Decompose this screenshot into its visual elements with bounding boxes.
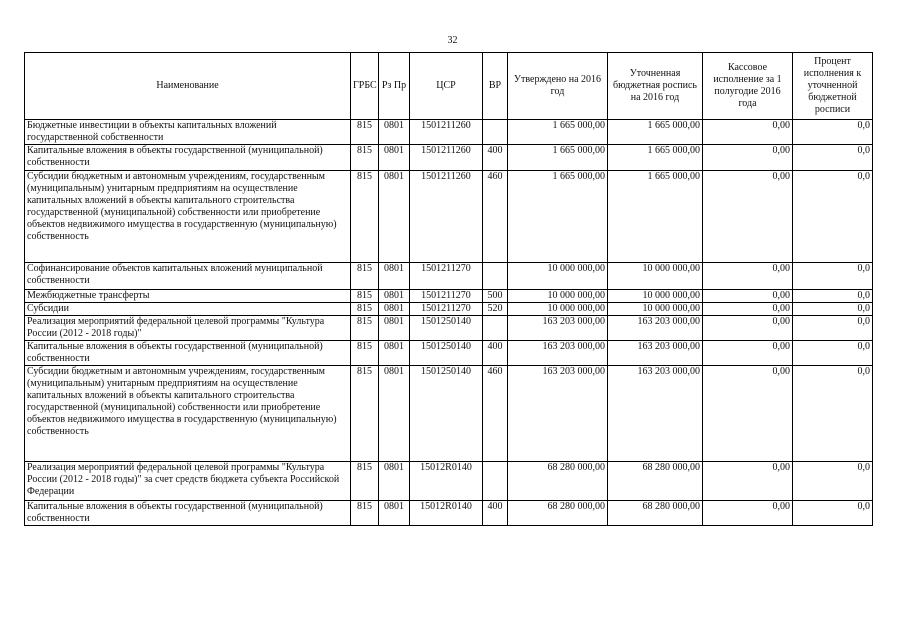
row-approved: 10 000 000,00 (508, 290, 608, 303)
row-csr: 1501250140 (410, 366, 483, 462)
row-percent: 0,0 (793, 145, 873, 171)
row-approved: 68 280 000,00 (508, 501, 608, 526)
row-approved: 10 000 000,00 (508, 263, 608, 290)
row-revised: 68 280 000,00 (608, 501, 703, 526)
row-revised: 1 665 000,00 (608, 120, 703, 145)
row-approved: 163 203 000,00 (508, 366, 608, 462)
row-approved: 68 280 000,00 (508, 462, 608, 501)
row-approved: 1 665 000,00 (508, 145, 608, 171)
row-vr (483, 316, 508, 341)
header-vr: ВР (483, 53, 508, 120)
row-csr: 1501211270 (410, 263, 483, 290)
row-grbs: 815 (351, 263, 379, 290)
table-row (25, 462, 873, 501)
table-row (25, 316, 873, 341)
row-percent: 0,0 (793, 341, 873, 366)
row-revised: 10 000 000,00 (608, 263, 703, 290)
row-grbs: 815 (351, 501, 379, 526)
row-vr: 460 (483, 366, 508, 462)
row-cash: 0,00 (703, 145, 793, 171)
row-cash: 0,00 (703, 263, 793, 290)
row-vr: 400 (483, 501, 508, 526)
table-row (25, 120, 873, 145)
row-percent: 0,0 (793, 462, 873, 501)
row-grbs: 815 (351, 120, 379, 145)
row-cash: 0,00 (703, 171, 793, 263)
table-row (25, 341, 873, 366)
row-grbs: 815 (351, 171, 379, 263)
row-grbs: 815 (351, 303, 379, 316)
row-csr: 1501211260 (410, 145, 483, 171)
row-csr: 1501250140 (410, 341, 483, 366)
row-name: Бюджетные инвестиции в объекты капитальных вложений государственной собственности (25, 120, 351, 145)
row-vr: 520 (483, 303, 508, 316)
row-revised: 10 000 000,00 (608, 303, 703, 316)
row-name: Реализация мероприятий федеральной целевой программы "Культура России (2012 - 2018 годы)" (25, 316, 351, 341)
header-revised: Уточненная бюджетная роспись на 2016 год (608, 53, 703, 120)
row-revised: 163 203 000,00 (608, 366, 703, 462)
table-row (25, 145, 873, 171)
table-header-row (25, 53, 873, 120)
row-rzpr: 0801 (379, 171, 410, 263)
header-rzpr: Рз Пр (379, 53, 410, 120)
page-number: 32 (447, 35, 458, 46)
row-rzpr: 0801 (379, 303, 410, 316)
row-revised: 10 000 000,00 (608, 290, 703, 303)
row-grbs: 815 (351, 366, 379, 462)
row-rzpr: 0801 (379, 290, 410, 303)
row-vr (483, 263, 508, 290)
row-name: Капитальные вложения в объекты государственной (муниципальной) собственности (25, 501, 351, 526)
row-csr: 1501211270 (410, 303, 483, 316)
row-revised: 163 203 000,00 (608, 341, 703, 366)
row-vr: 400 (483, 145, 508, 171)
header-percent: Процент исполнения к уточненной бюджетной росписи (793, 53, 873, 120)
row-vr: 500 (483, 290, 508, 303)
row-rzpr: 0801 (379, 145, 410, 171)
row-name: Субсидии бюджетным и автономным учреждениям, государственным (муниципальным) унитарным предприятиям на осуществление капитальных вложений в объекты капитального строительства государственной (муниципальной) собственности или приобретение объектов недвижимого имущества в государственную (муниципальную) собственность (25, 171, 351, 263)
header-cash: Кассовое исполнение за 1 полугодие 2016 года (703, 53, 793, 120)
row-csr: 1501211260 (410, 120, 483, 145)
row-grbs: 815 (351, 290, 379, 303)
row-revised: 163 203 000,00 (608, 316, 703, 341)
row-csr: 15012R0140 (410, 501, 483, 526)
row-grbs: 815 (351, 316, 379, 341)
row-rzpr: 0801 (379, 366, 410, 462)
row-percent: 0,0 (793, 366, 873, 462)
row-csr: 1501250140 (410, 316, 483, 341)
row-csr: 1501211260 (410, 171, 483, 263)
table-row (25, 501, 873, 526)
row-rzpr: 0801 (379, 341, 410, 366)
row-name: Межбюджетные трансферты (25, 290, 351, 303)
table-row (25, 366, 873, 462)
row-approved: 1 665 000,00 (508, 120, 608, 145)
row-revised: 1 665 000,00 (608, 171, 703, 263)
row-name: Капитальные вложения в объекты государственной (муниципальной) собственности (25, 341, 351, 366)
row-approved: 1 665 000,00 (508, 171, 608, 263)
row-csr: 15012R0140 (410, 462, 483, 501)
row-vr: 400 (483, 341, 508, 366)
header-approved: Утверждено на 2016 год (508, 53, 608, 120)
table-row (25, 290, 873, 303)
row-cash: 0,00 (703, 501, 793, 526)
row-cash: 0,00 (703, 341, 793, 366)
row-rzpr: 0801 (379, 120, 410, 145)
row-cash: 0,00 (703, 366, 793, 462)
row-csr: 1501211270 (410, 290, 483, 303)
row-cash: 0,00 (703, 316, 793, 341)
budget-table (24, 52, 873, 526)
row-name: Субсидии (25, 303, 351, 316)
row-revised: 1 665 000,00 (608, 145, 703, 171)
row-percent: 0,0 (793, 171, 873, 263)
header-grbs: ГРБС (351, 53, 379, 120)
row-percent: 0,0 (793, 501, 873, 526)
row-rzpr: 0801 (379, 462, 410, 501)
row-percent: 0,0 (793, 120, 873, 145)
row-approved: 163 203 000,00 (508, 341, 608, 366)
header-csr: ЦСР (410, 53, 483, 120)
row-grbs: 815 (351, 462, 379, 501)
row-percent: 0,0 (793, 290, 873, 303)
row-name: Субсидии бюджетным и автономным учреждениям, государственным (муниципальным) унитарным предприятиям на осуществление капитальных вложений в объекты капитального строительства государственной (муниципальной) собственности или приобретение объектов недвижимого имущества в государственную (муниципальную) собственность (25, 366, 351, 462)
row-cash: 0,00 (703, 120, 793, 145)
row-grbs: 815 (351, 341, 379, 366)
row-approved: 10 000 000,00 (508, 303, 608, 316)
row-rzpr: 0801 (379, 316, 410, 341)
row-cash: 0,00 (703, 290, 793, 303)
header-name: Наименование (25, 53, 351, 120)
row-approved: 163 203 000,00 (508, 316, 608, 341)
row-revised: 68 280 000,00 (608, 462, 703, 501)
row-vr (483, 462, 508, 501)
row-percent: 0,0 (793, 303, 873, 316)
table-row (25, 171, 873, 263)
row-name: Реализация мероприятий федеральной целевой программы "Культура России (2012 - 2018 годы)" за счет средств бюджета субъекта Российской Федерации (25, 462, 351, 501)
row-percent: 0,0 (793, 316, 873, 341)
row-cash: 0,00 (703, 462, 793, 501)
row-name: Софинансирование объектов капитальных вложений муниципальной собственности (25, 263, 351, 290)
row-vr (483, 120, 508, 145)
table-body (25, 120, 873, 526)
row-rzpr: 0801 (379, 501, 410, 526)
table-row (25, 303, 873, 316)
row-rzpr: 0801 (379, 263, 410, 290)
row-cash: 0,00 (703, 303, 793, 316)
row-name: Капитальные вложения в объекты государственной (муниципальной) собственности (25, 145, 351, 171)
row-vr: 460 (483, 171, 508, 263)
row-percent: 0,0 (793, 263, 873, 290)
table-row (25, 263, 873, 290)
row-grbs: 815 (351, 145, 379, 171)
